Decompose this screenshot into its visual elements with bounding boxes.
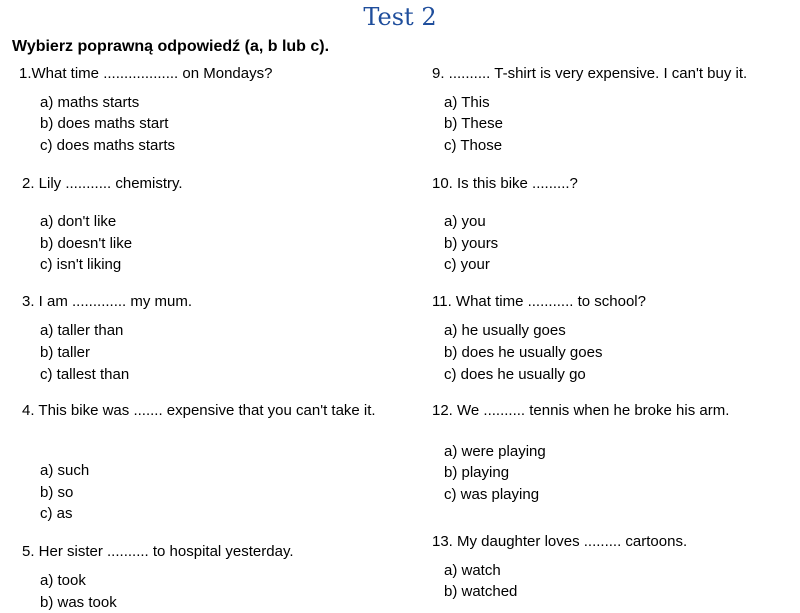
option-c: c) Those [444,137,503,154]
question-text: 13. My daughter loves ......... cartoons. [432,533,688,550]
page-title: Test 2 [363,3,437,31]
question-text: 10. Is this bike .........? [432,175,578,192]
option-c: c) your [444,256,490,273]
option-b: b) does he usually goes [444,344,603,361]
option-a: a) watch [444,562,501,579]
question-text: 5. Her sister .......... to hospital yesterday. [22,543,294,560]
question-text: 4. This bike was ....... expensive that you can't take it. [22,402,376,419]
option-b: b) These [444,115,503,132]
question-text: 12. We .......... tennis when he broke his arm. [432,402,730,419]
option-a: a) This [444,94,490,111]
option-b: b) so [40,484,74,501]
option-c: c) does maths starts [40,137,176,154]
option-c: c) was playing [444,486,540,503]
option-b: b) watched [444,583,518,600]
option-a: a) you [444,213,486,230]
question-text: 2. Lily ........... chemistry. [22,175,183,192]
option-a: a) he usually goes [444,322,566,339]
option-b: b) doesn't like [40,235,133,252]
option-a: a) were playing [444,443,546,460]
option-b: b) does maths start [40,115,169,132]
option-a: a) such [40,462,90,479]
instruction: Wybierz poprawną odpowiedź (a, b lub c). [12,38,330,55]
question-text: 9. .......... T-shirt is very expensive. I can't buy it. [432,65,748,82]
option-c: c) tallest than [40,366,130,383]
option-a: a) taller than [40,322,124,339]
option-c: c) as [40,505,73,522]
option-c: c) isn't liking [40,256,122,273]
question-text: 11. What time ........... to school? [432,293,646,310]
question-text: 3. I am ............. my mum. [22,293,193,310]
option-a: a) don't like [40,213,117,230]
option-b: b) was took [40,594,117,611]
option-c: c) does he usually go [444,366,586,383]
option-b: b) taller [40,344,91,361]
question-text: 1.What time .................. on Mondays? [19,65,273,82]
option-a: a) maths starts [40,94,140,111]
option-b: b) yours [444,235,499,252]
option-a: a) took [40,572,86,589]
option-b: b) playing [444,464,510,481]
